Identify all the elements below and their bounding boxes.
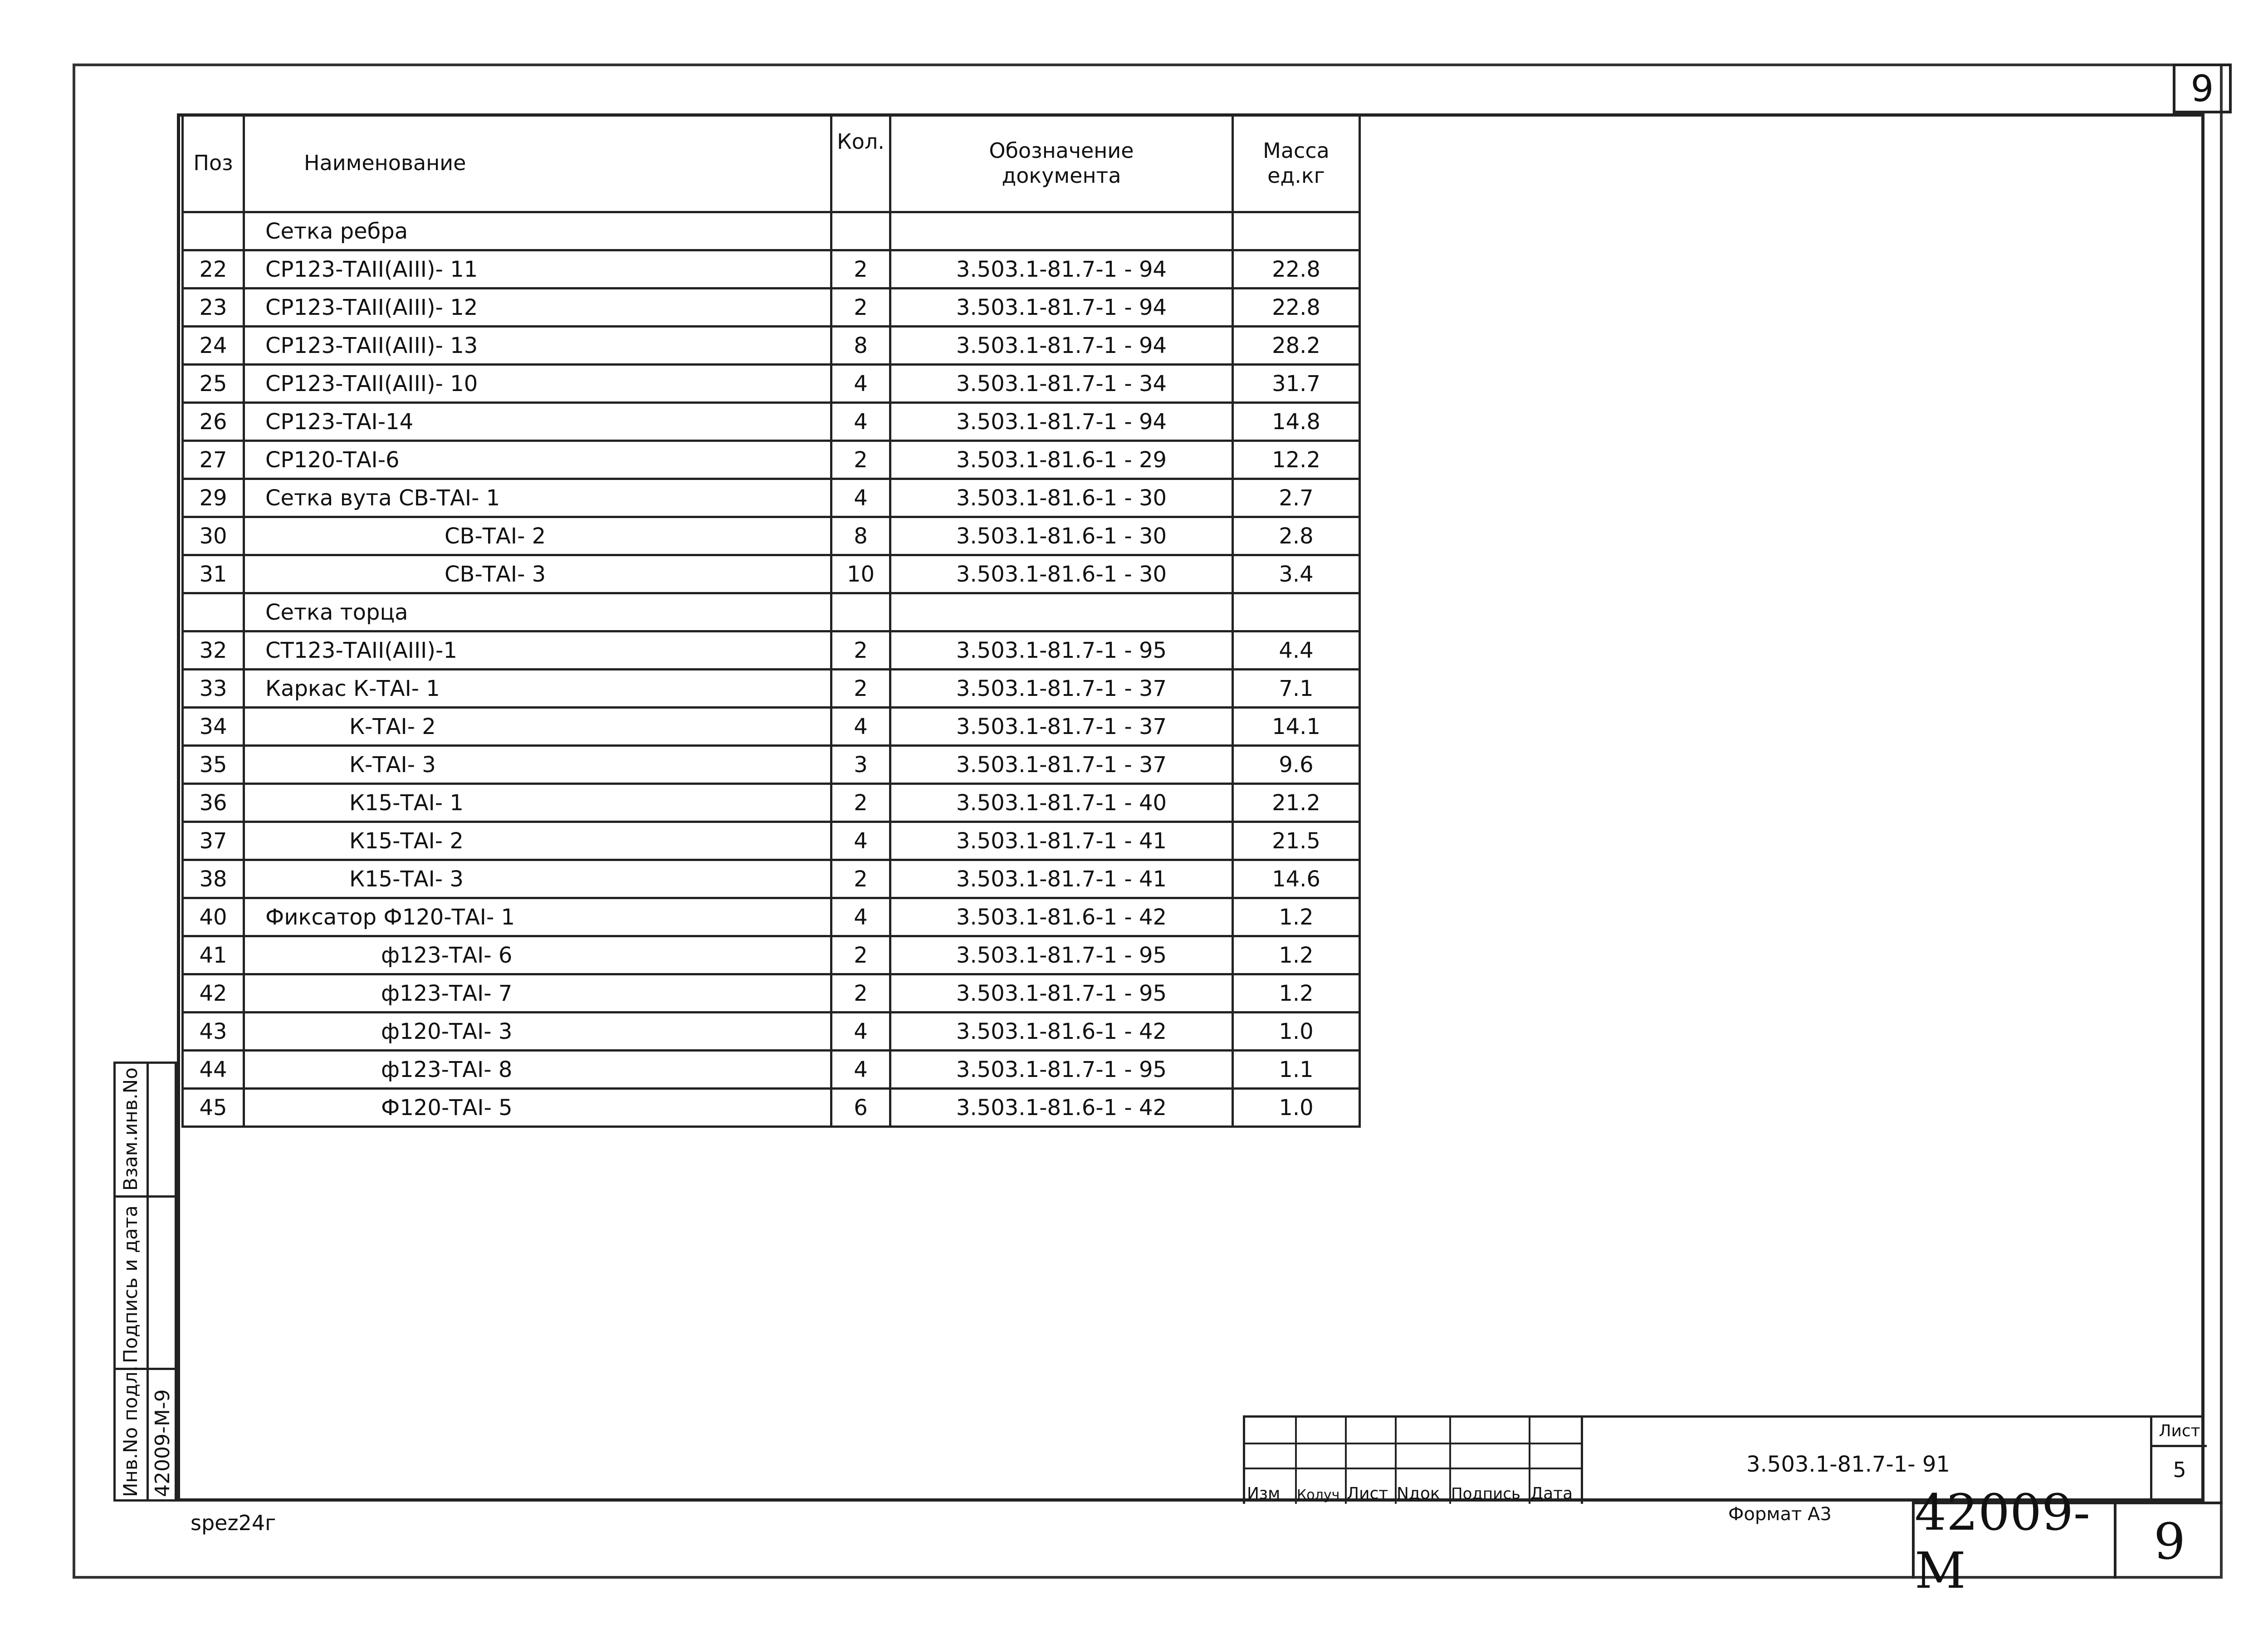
document-number: 42009-М <box>1912 1502 2114 1579</box>
row-pos: 23 <box>183 289 244 327</box>
row-mass: 1.0 <box>1233 1089 1360 1127</box>
row-doc: 3.503.1-81.7-1 - 37 <box>890 670 1233 708</box>
row-qty: 4 <box>831 365 890 403</box>
row-mass: 21.2 <box>1233 784 1360 822</box>
row-name: К15-ТАI- 1 <box>244 784 831 822</box>
row-pos: 34 <box>183 708 244 746</box>
row-pos: 38 <box>183 860 244 898</box>
row-mass: 2.8 <box>1233 517 1360 555</box>
side-inv-label: Инв.No подл. <box>119 1365 142 1497</box>
row-name: СР120-ТАI-6 <box>244 441 831 479</box>
side-vzam-label: Взам.инв.No <box>119 1067 142 1191</box>
tb-label-podpis: Подпись <box>1451 1485 1520 1503</box>
row-pos: 30 <box>183 517 244 555</box>
table-row <box>183 746 1360 784</box>
row-doc <box>890 593 1233 631</box>
row-doc: 3.503.1-81.6-1 - 42 <box>890 1013 1233 1051</box>
row-pos: 33 <box>183 670 244 708</box>
header-doc <box>890 115 1233 212</box>
row-pos: 22 <box>183 250 244 289</box>
row-doc: 3.503.1-81.7-1 - 94 <box>890 289 1233 327</box>
row-name: СТ123-ТАII(АIII)-1 <box>244 631 831 670</box>
table-row <box>183 822 1360 860</box>
row-name: Фиксатор Ф120-ТАI- 1 <box>244 898 831 936</box>
row-mass: 7.1 <box>1233 670 1360 708</box>
row-qty <box>831 593 890 631</box>
row-mass: 14.8 <box>1233 403 1360 441</box>
table-row <box>183 631 1360 670</box>
row-qty: 4 <box>831 1013 890 1051</box>
table-row <box>183 936 1360 974</box>
row-pos: 40 <box>183 898 244 936</box>
revision-grid <box>1243 1418 1583 1504</box>
row-mass: 21.5 <box>1233 822 1360 860</box>
row-qty: 3 <box>831 746 890 784</box>
row-qty: 2 <box>831 441 890 479</box>
row-name: СВ-ТАI- 3 <box>244 555 831 593</box>
row-mass <box>1233 212 1360 250</box>
table-row <box>183 327 1360 365</box>
row-pos: 35 <box>183 746 244 784</box>
row-name: СР123-ТАII(АIII)- 11 <box>244 250 831 289</box>
row-name: Ф120-ТАI- 5 <box>244 1089 831 1127</box>
side-cell-inv <box>116 1365 175 1502</box>
row-mass: 9.6 <box>1233 746 1360 784</box>
table-row <box>183 593 1360 631</box>
row-mass: 31.7 <box>1233 365 1360 403</box>
row-mass: 14.6 <box>1233 860 1360 898</box>
row-name: ф123-ТАI- 7 <box>244 974 831 1013</box>
table-row <box>183 517 1360 555</box>
row-doc: 3.503.1-81.7-1 - 94 <box>890 403 1233 441</box>
row-name: К-ТАI- 2 <box>244 708 831 746</box>
side-cell-podpis <box>116 1195 175 1370</box>
row-qty: 4 <box>831 708 890 746</box>
row-pos: 37 <box>183 822 244 860</box>
row-pos: 43 <box>183 1013 244 1051</box>
row-doc: 3.503.1-81.7-1 - 94 <box>890 250 1233 289</box>
row-pos: 36 <box>183 784 244 822</box>
row-doc: 3.503.1-81.7-1 - 95 <box>890 936 1233 974</box>
tb-label-list: Лист <box>1347 1484 1388 1503</box>
row-doc: 3.503.1-81.7-1 - 95 <box>890 1051 1233 1089</box>
row-name: К15-ТАI- 2 <box>244 822 831 860</box>
tb-label-izm: Изм <box>1247 1484 1281 1503</box>
row-name: Сетка вута СВ-ТАI- 1 <box>244 479 831 517</box>
row-doc: 3.503.1-81.7-1 - 95 <box>890 631 1233 670</box>
sheet-number: 9 <box>2114 1502 2223 1579</box>
row-name: СВ-ТАI- 2 <box>244 517 831 555</box>
row-doc: 3.503.1-81.6-1 - 30 <box>890 479 1233 517</box>
row-name: ф123-ТАI- 6 <box>244 936 831 974</box>
table-row <box>183 441 1360 479</box>
row-doc: 3.503.1-81.7-1 - 40 <box>890 784 1233 822</box>
row-name: Каркас К-ТАI- 1 <box>244 670 831 708</box>
row-name: ф123-ТАI- 8 <box>244 1051 831 1089</box>
row-pos <box>183 212 244 250</box>
table-row <box>183 289 1360 327</box>
row-qty: 2 <box>831 860 890 898</box>
row-doc <box>890 212 1233 250</box>
row-name: К15-ТАI- 3 <box>244 860 831 898</box>
table-row <box>183 1089 1360 1127</box>
footer-file-code: spez24г <box>191 1511 276 1535</box>
table-row <box>183 708 1360 746</box>
tb-label-ndok: Nдок <box>1397 1484 1440 1503</box>
row-pos: 26 <box>183 403 244 441</box>
row-name: ф120-ТАI- 3 <box>244 1013 831 1051</box>
row-qty: 2 <box>831 974 890 1013</box>
row-pos: 24 <box>183 327 244 365</box>
row-doc: 3.503.1-81.6-1 - 30 <box>890 517 1233 555</box>
row-qty: 4 <box>831 1051 890 1089</box>
tb-label-data: Дата <box>1530 1484 1573 1503</box>
table-row <box>183 555 1360 593</box>
table-header-row <box>183 115 1360 212</box>
table-row <box>183 670 1360 708</box>
footer-format: Формат А3 <box>1728 1504 1832 1525</box>
row-pos: 27 <box>183 441 244 479</box>
table-row <box>183 974 1360 1013</box>
row-qty <box>831 212 890 250</box>
row-qty: 8 <box>831 327 890 365</box>
row-qty: 2 <box>831 784 890 822</box>
row-mass <box>1233 593 1360 631</box>
row-qty: 6 <box>831 1089 890 1127</box>
row-name: Сетка ребра <box>244 212 831 250</box>
row-qty: 2 <box>831 936 890 974</box>
specification-table <box>181 113 1361 1128</box>
row-pos: 44 <box>183 1051 244 1089</box>
table-row <box>183 784 1360 822</box>
row-qty: 10 <box>831 555 890 593</box>
header-doc-line1: Обозначение <box>989 138 1134 163</box>
row-mass: 22.8 <box>1233 289 1360 327</box>
side-cell-vzam <box>116 1064 175 1198</box>
row-name: Сетка торца <box>244 593 831 631</box>
header-doc-line2: документа <box>1002 163 1121 188</box>
row-mass: 1.2 <box>1233 898 1360 936</box>
row-mass: 1.2 <box>1233 936 1360 974</box>
row-mass: 28.2 <box>1233 327 1360 365</box>
row-mass: 2.7 <box>1233 479 1360 517</box>
row-doc: 3.503.1-81.7-1 - 41 <box>890 822 1233 860</box>
row-mass: 1.2 <box>1233 974 1360 1013</box>
header-qty: Кол. <box>831 115 890 212</box>
title-block-sheet-value: 5 <box>2150 1445 2207 1504</box>
header-name: Наименование <box>244 115 831 212</box>
table-body <box>183 212 1360 1127</box>
row-doc: 3.503.1-81.6-1 - 42 <box>890 898 1233 936</box>
header-mass-line1: Масса <box>1263 138 1330 163</box>
side-inv-value: 42009-М-9 <box>151 1389 174 1497</box>
row-mass: 12.2 <box>1233 441 1360 479</box>
row-qty: 2 <box>831 670 890 708</box>
row-name: К-ТАI- 3 <box>244 746 831 784</box>
row-name: СР123-ТАII(АIII)- 13 <box>244 327 831 365</box>
row-mass: 4.4 <box>1233 631 1360 670</box>
title-block-sheet-label: Лист <box>2150 1418 2207 1447</box>
table-row <box>183 479 1360 517</box>
row-qty: 2 <box>831 631 890 670</box>
header-mass <box>1233 115 1360 212</box>
row-mass: 1.0 <box>1233 1013 1360 1051</box>
header-mass-line2: ед.кг <box>1267 163 1325 188</box>
side-stamp <box>113 1062 177 1502</box>
row-doc: 3.503.1-81.7-1 - 94 <box>890 327 1233 365</box>
row-name: СР123-ТАII(АIII)- 12 <box>244 289 831 327</box>
row-qty: 4 <box>831 898 890 936</box>
row-doc: 3.503.1-81.6-1 - 30 <box>890 555 1233 593</box>
row-doc: 3.503.1-81.7-1 - 37 <box>890 708 1233 746</box>
title-block-doc-code: 3.503.1-81.7-1- 91 <box>1746 1452 1950 1477</box>
row-doc: 3.503.1-81.7-1 - 37 <box>890 746 1233 784</box>
row-name: СР123-ТАII(АIII)- 10 <box>244 365 831 403</box>
table-row <box>183 898 1360 936</box>
row-doc: 3.503.1-81.6-1 - 42 <box>890 1089 1233 1127</box>
row-pos: 29 <box>183 479 244 517</box>
row-qty: 8 <box>831 517 890 555</box>
row-pos: 45 <box>183 1089 244 1127</box>
row-doc: 3.503.1-81.6-1 - 29 <box>890 441 1233 479</box>
row-pos <box>183 593 244 631</box>
row-doc: 3.503.1-81.7-1 - 95 <box>890 974 1233 1013</box>
table-row <box>183 250 1360 289</box>
row-qty: 4 <box>831 822 890 860</box>
table-row <box>183 212 1360 250</box>
row-pos: 31 <box>183 555 244 593</box>
row-mass: 22.8 <box>1233 250 1360 289</box>
table-row <box>183 365 1360 403</box>
row-pos: 32 <box>183 631 244 670</box>
row-qty: 2 <box>831 250 890 289</box>
row-name: СР123-ТАI-14 <box>244 403 831 441</box>
row-doc: 3.503.1-81.7-1 - 34 <box>890 365 1233 403</box>
corner-sheet-number: 9 <box>2173 64 2232 113</box>
row-qty: 2 <box>831 289 890 327</box>
row-qty: 4 <box>831 479 890 517</box>
row-qty: 4 <box>831 403 890 441</box>
row-pos: 25 <box>183 365 244 403</box>
row-mass: 14.1 <box>1233 708 1360 746</box>
side-podpis-label: Подпись и дата <box>119 1205 142 1363</box>
tb-label-koluch: Колуч <box>1297 1487 1340 1503</box>
row-doc: 3.503.1-81.7-1 - 41 <box>890 860 1233 898</box>
table-row <box>183 1051 1360 1089</box>
table-row <box>183 1013 1360 1051</box>
row-pos: 42 <box>183 974 244 1013</box>
row-pos: 41 <box>183 936 244 974</box>
row-mass: 1.1 <box>1233 1051 1360 1089</box>
table-row <box>183 403 1360 441</box>
row-mass: 3.4 <box>1233 555 1360 593</box>
header-pos: Поз <box>183 115 244 212</box>
table-row <box>183 860 1360 898</box>
